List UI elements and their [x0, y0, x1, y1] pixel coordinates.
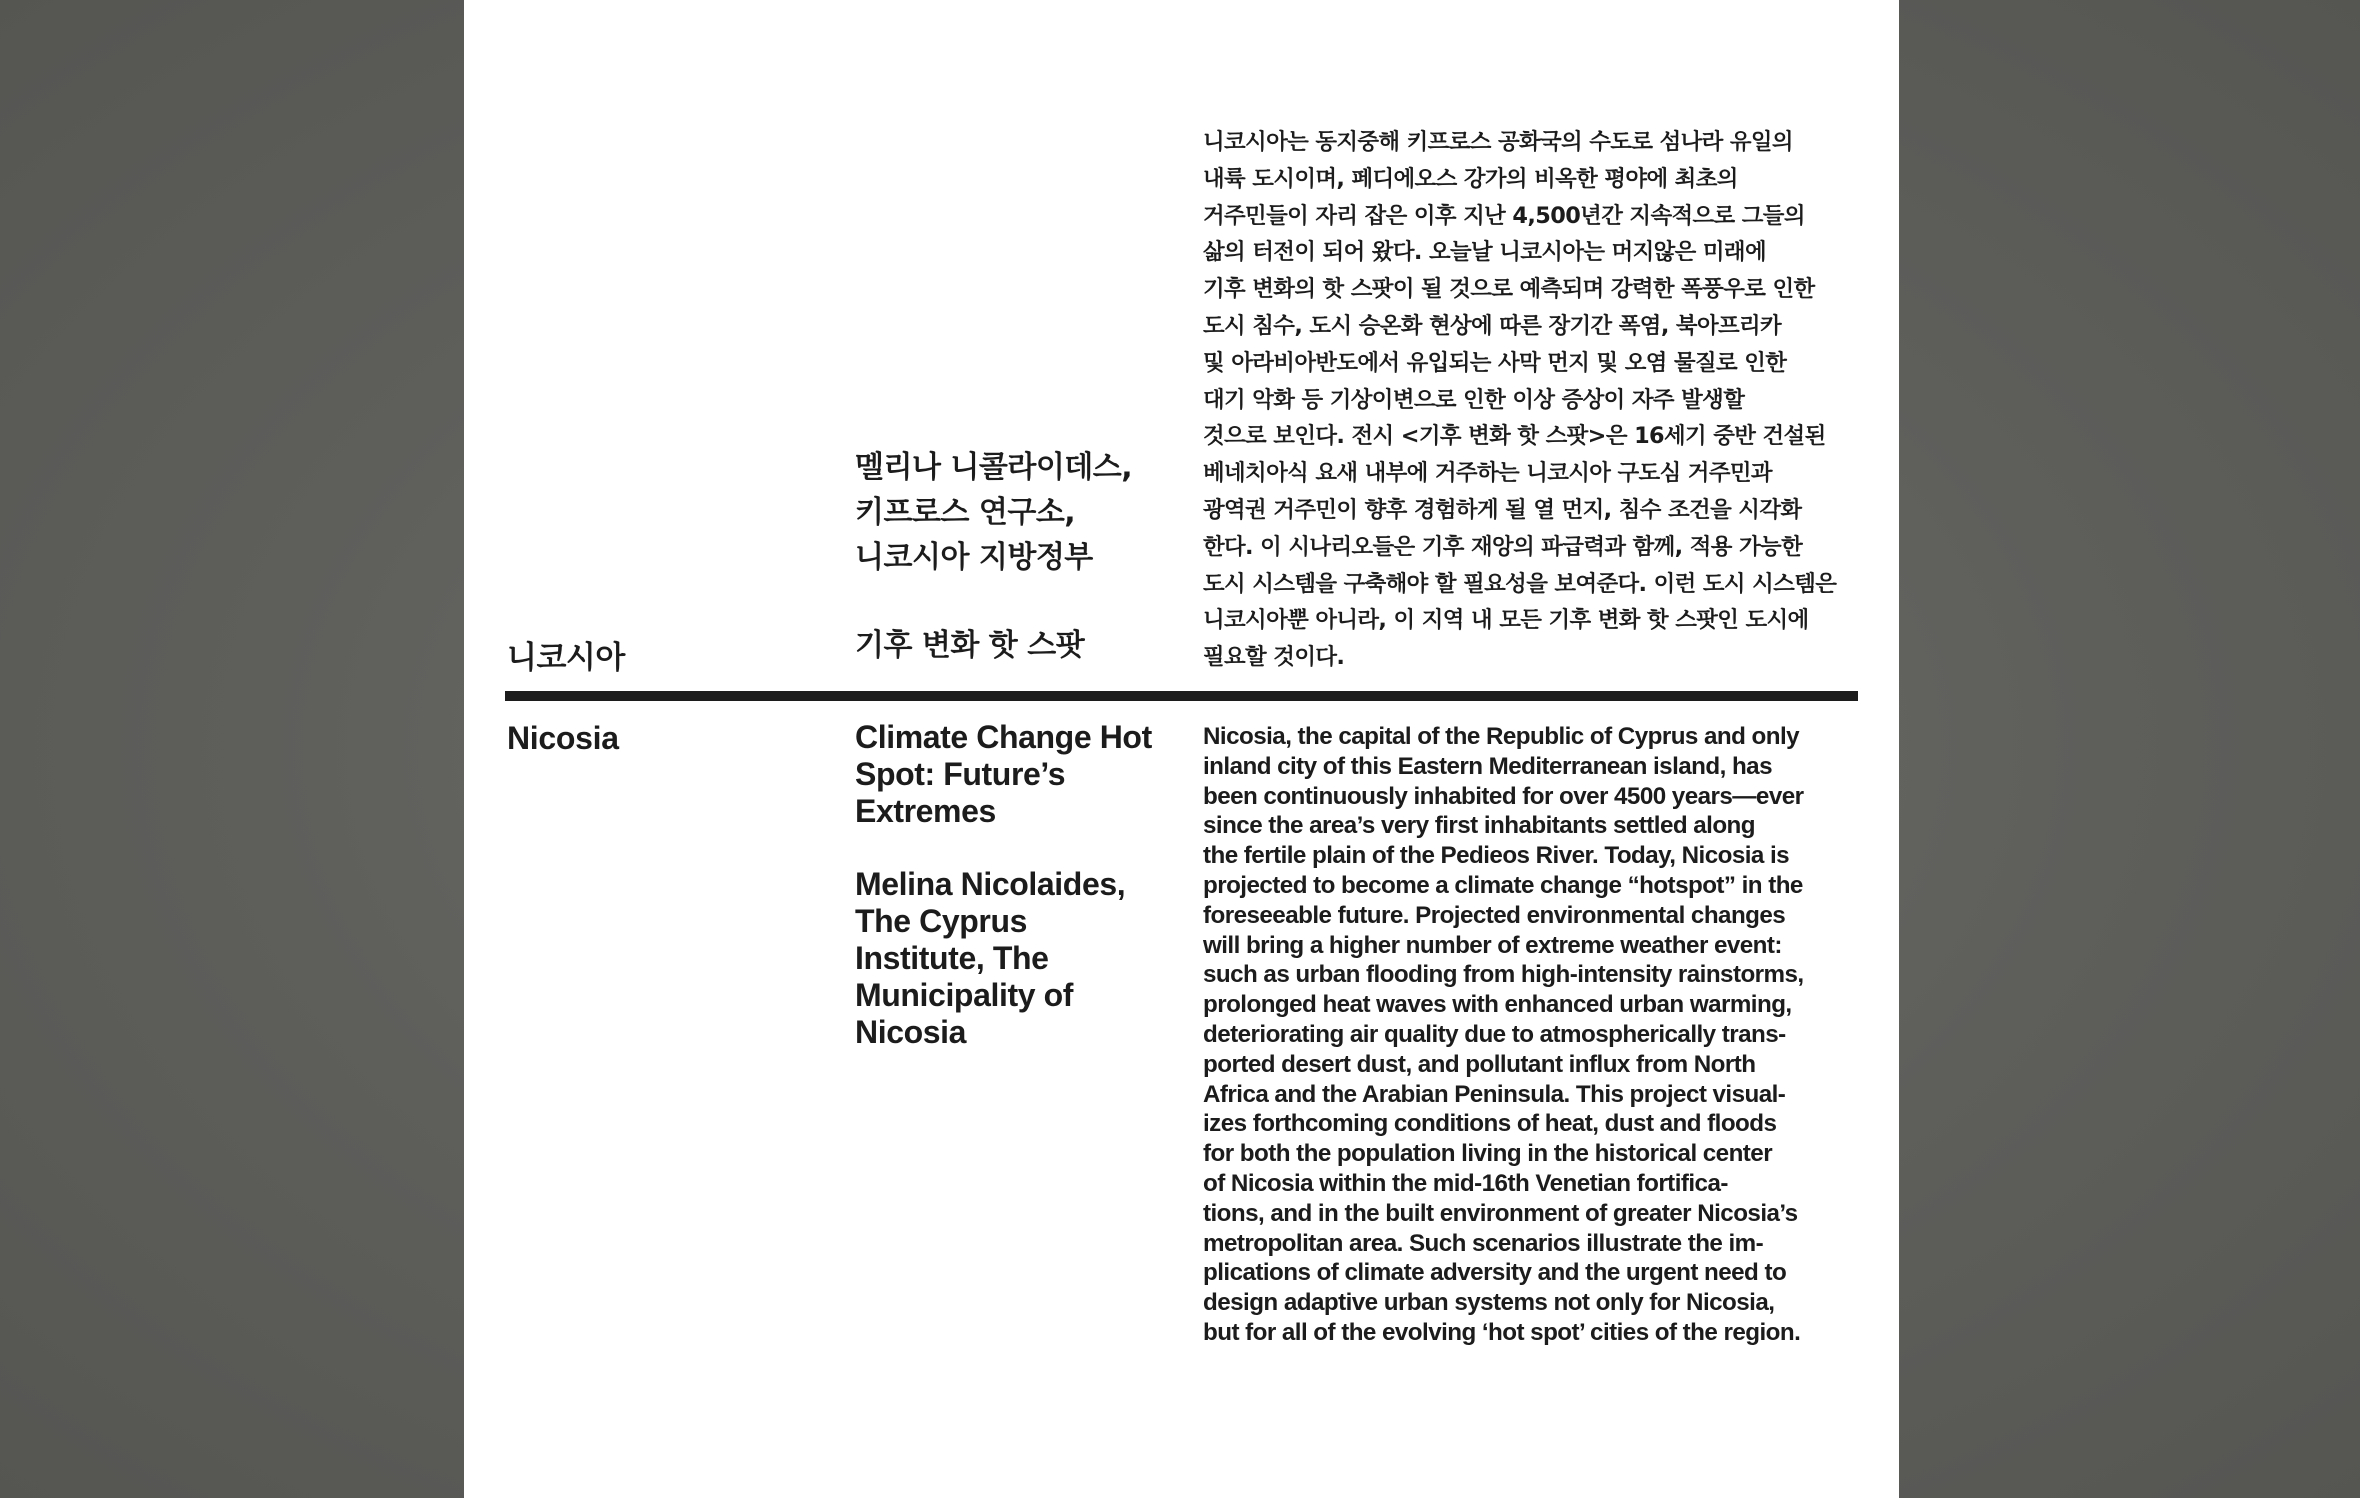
description-korean-line: 대기 악화 등 기상이변으로 인한 이상 증상이 자주 발생할 [1203, 386, 1745, 413]
project-info-korean [855, 445, 1185, 664]
project-title-korean: 기후 변화 핫 스팟 [855, 628, 1085, 663]
description-english-line: izes forthcoming conditions of heat, dust and floods [1203, 1110, 1777, 1138]
city-title-english: Nicosia [507, 720, 619, 756]
credits-korean-line: 키프로스 연구소, [855, 495, 1076, 530]
city-title-korean: 니코시아 [507, 640, 625, 676]
description-english-line: for both the population living in the historical center [1203, 1140, 1773, 1168]
description-korean-line: 거주민들이 자리 잡은 이후 지난 4,500년간 지속적으로 그들의 [1203, 202, 1805, 229]
description-korean-line: 니코시아뿐 아니라, 이 지역 내 모든 기후 변화 핫 스팟인 도시에 [1203, 607, 1809, 634]
project-title-english-line: Extremes [855, 793, 996, 829]
description-english-line: projected to become a climate change “hotspot” in the [1203, 871, 1803, 899]
description-korean-line: 도시 시스템을 구축해야 할 필요성을 보여준다. 이런 도시 시스템은 [1203, 570, 1837, 597]
description-english-line: Africa and the Arabian Peninsula. This project visual- [1203, 1080, 1786, 1108]
description-korean-line: 것으로 보인다. 전시 <기후 변화 핫 스팟>은 16세기 중반 건설된 [1203, 423, 1826, 450]
description-english-line: ported desert dust, and pollutant influx from North [1203, 1050, 1756, 1078]
section-divider [505, 691, 1858, 701]
description-korean-line: 니코시아는 동지중해 키프로스 공화국의 수도로 섬나라 유일의 [1203, 129, 1793, 155]
credits-korean [855, 445, 1185, 580]
description-korean-line: 한다. 이 시나리오들은 기후 재앙의 파급력과 함께, 적용 가능한 [1203, 533, 1803, 560]
description-english-line: of Nicosia within the mid-16th Venetian fortifica- [1203, 1169, 1728, 1197]
description-korean [1203, 124, 1863, 676]
description-korean-line: 내륙 도시이며, 페디에오스 강가의 비옥한 평야에 최초의 [1203, 165, 1738, 192]
description-english-line: Nicosia, the capital of the Republic of Cyprus and only [1203, 723, 1800, 750]
description-english [1203, 722, 1863, 1348]
credits-english-line: Nicosia [855, 1014, 967, 1050]
description-korean-line: 베네치아식 요새 내부에 거주하는 니코시아 구도심 거주민과 [1203, 460, 1772, 487]
description-english-line: prolonged heat waves with enhanced urban warming, [1203, 991, 1792, 1019]
project-title-english [855, 719, 1175, 830]
document-page [464, 0, 1899, 1498]
description-korean-line: 삶의 터전이 되어 왔다. 오늘날 니코시아는 머지않은 미래에 [1203, 239, 1766, 266]
description-english-line: deteriorating air quality due to atmospherically trans- [1203, 1020, 1786, 1048]
description-english-line: been continuously inhabited for over 4500 years—ever [1203, 782, 1804, 810]
credits-english-line: Municipality of [855, 977, 1074, 1013]
description-korean-line: 도시 침수, 도시 승온화 현상에 따른 장기간 폭염, 북아프리카 [1203, 312, 1782, 339]
description-english-line: such as urban flooding from high-intensity rainstorms, [1203, 961, 1804, 989]
project-title-english-line: Spot: Future’s [855, 756, 1066, 792]
description-english-line: will bring a higher number of extreme weather event: [1203, 931, 1782, 959]
description-english-line: the fertile plain of the Pedieos River. Today, Nicosia is [1203, 842, 1790, 870]
description-korean-line: 기후 변화의 핫 스팟이 될 것으로 예측되며 강력한 폭풍우로 인한 [1203, 276, 1815, 303]
description-english-line: tions, and in the built environment of greater Nicosia’s [1203, 1199, 1798, 1227]
description-korean-line: 광역권 거주민이 향후 경험하게 될 열 먼지, 침수 조건을 시각화 [1203, 496, 1802, 523]
description-korean-line: 필요할 것이다. [1203, 644, 1345, 671]
description-english-line: since the area’s very first inhabitants settled along [1203, 812, 1755, 840]
description-english-line: foreseeable future. Projected environmental changes [1203, 901, 1786, 929]
description-english-line: metropolitan area. Such scenarios illustrate the im- [1203, 1229, 1764, 1257]
project-title-english-line: Climate Change Hot [855, 719, 1152, 755]
credits-english [855, 866, 1175, 1051]
credits-english-line: Institute, The [855, 940, 1049, 976]
project-info-english [855, 719, 1175, 1051]
description-english-line: plications of climate adversity and the urgent need to [1203, 1259, 1787, 1287]
description-english-line: design adaptive urban systems not only for Nicosia, [1203, 1289, 1775, 1317]
credits-korean-line: 니코시아 지방정부 [855, 540, 1093, 575]
description-english-line: but for all of the evolving ‘hot spot’ cities of the region. [1203, 1318, 1801, 1346]
description-korean-line: 및 아라비아반도에서 유입되는 사막 먼지 및 오염 물질로 인한 [1203, 349, 1787, 376]
credits-english-line: Melina Nicolaides, [855, 866, 1126, 902]
description-english-line: inland city of this Eastern Mediterranean island, has [1203, 752, 1772, 780]
credits-korean-line: 멜리나 니콜라이데스, [855, 450, 1133, 485]
credits-english-line: The Cyprus [855, 903, 1028, 939]
